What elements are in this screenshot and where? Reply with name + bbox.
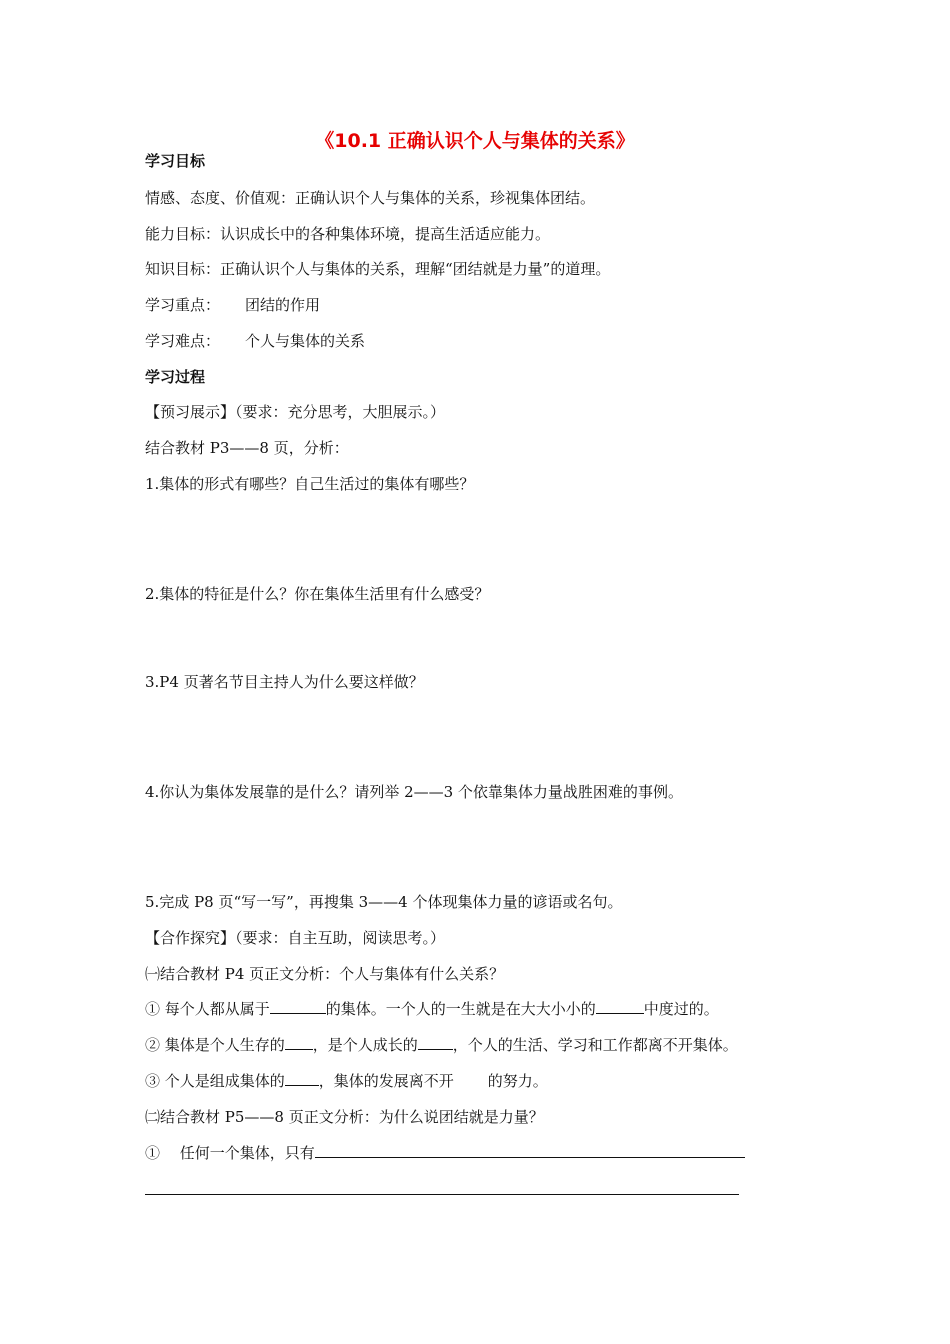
blank-field[interactable] — [270, 999, 326, 1014]
cooperation-part-2: ㈡结合教材 P5——8 页正文分析：为什么说团结就是力量？ — [145, 1108, 544, 1126]
fill-item-4: ① 任何一个集体，只有 — [145, 1143, 745, 1163]
difficulty-value: 个人与集体的关系 — [245, 332, 366, 350]
blank-field[interactable] — [285, 1071, 319, 1086]
blank-field[interactable] — [596, 999, 644, 1014]
blank-field[interactable] — [418, 1035, 453, 1050]
objective-knowledge: 知识目标：正确认识个人与集体的关系，理解“团结就是力量”的道理。 — [145, 260, 611, 278]
preview-section: 【预习展示】（要求：充分思考，大胆展示。） — [145, 403, 446, 421]
question-5: 5.完成 P8 页“写一写”，再搜集 3——4 个体现集体力量的谚语或名句。 — [145, 893, 623, 911]
question-2: 2.集体的特征是什么？你在集体生活里有什么感受？ — [145, 585, 490, 603]
fill-item-2: ② 集体是个人生存的 ，是个人成长的 ，个人的生活、学习和工作都离不开集体。 — [145, 1036, 738, 1054]
fill-item-3: ③ 个人是组成集体的 ，集体的发展离不开 的努力。 — [145, 1072, 548, 1090]
question-4: 4.你认为集体发展靠的是什么？请列举 2——3 个依靠集体力量战胜困难的事例。 — [145, 783, 683, 801]
answer-line[interactable] — [315, 1143, 745, 1158]
key-point-row — [145, 295, 320, 315]
combine-instruction: 结合教材 P3——8 页，分析： — [145, 439, 349, 457]
blank-field[interactable] — [285, 1035, 313, 1050]
difficulty-label: 学习难点： — [145, 332, 221, 350]
answer-line[interactable] — [145, 1194, 739, 1195]
objectives-heading: 学习目标 — [145, 152, 206, 170]
objective-emotion: 情感、态度、价值观：正确认识个人与集体的关系，珍视集体团结。 — [145, 189, 596, 207]
key-point-value: 团结的作用 — [245, 296, 321, 314]
cooperation-heading: 【合作探究】（要求：自主互助，阅读思考。） — [145, 929, 446, 947]
difficulty-row — [145, 331, 365, 351]
question-3: 3.P4 页著名节目主持人为什么要这样做？ — [145, 673, 424, 691]
question-1: 1.集体的形式有哪些？自己生活过的集体有哪些？ — [145, 475, 475, 493]
fill-item-1: ① 每个人都从属于 的集体。一个人的一生就是在大大小小的 中度过的。 — [145, 1000, 719, 1018]
process-heading: 学习过程 — [145, 368, 206, 386]
cooperation-part-1: ㈠结合教材 P4 页正文分析：个人与集体有什么关系？ — [145, 965, 505, 983]
objective-ability: 能力目标：认识成长中的各种集体环境，提高生活适应能力。 — [145, 225, 551, 243]
key-point-label: 学习重点： — [145, 296, 221, 314]
page-title: 《10.1 正确认识个人与集体的关系》 — [315, 130, 635, 152]
